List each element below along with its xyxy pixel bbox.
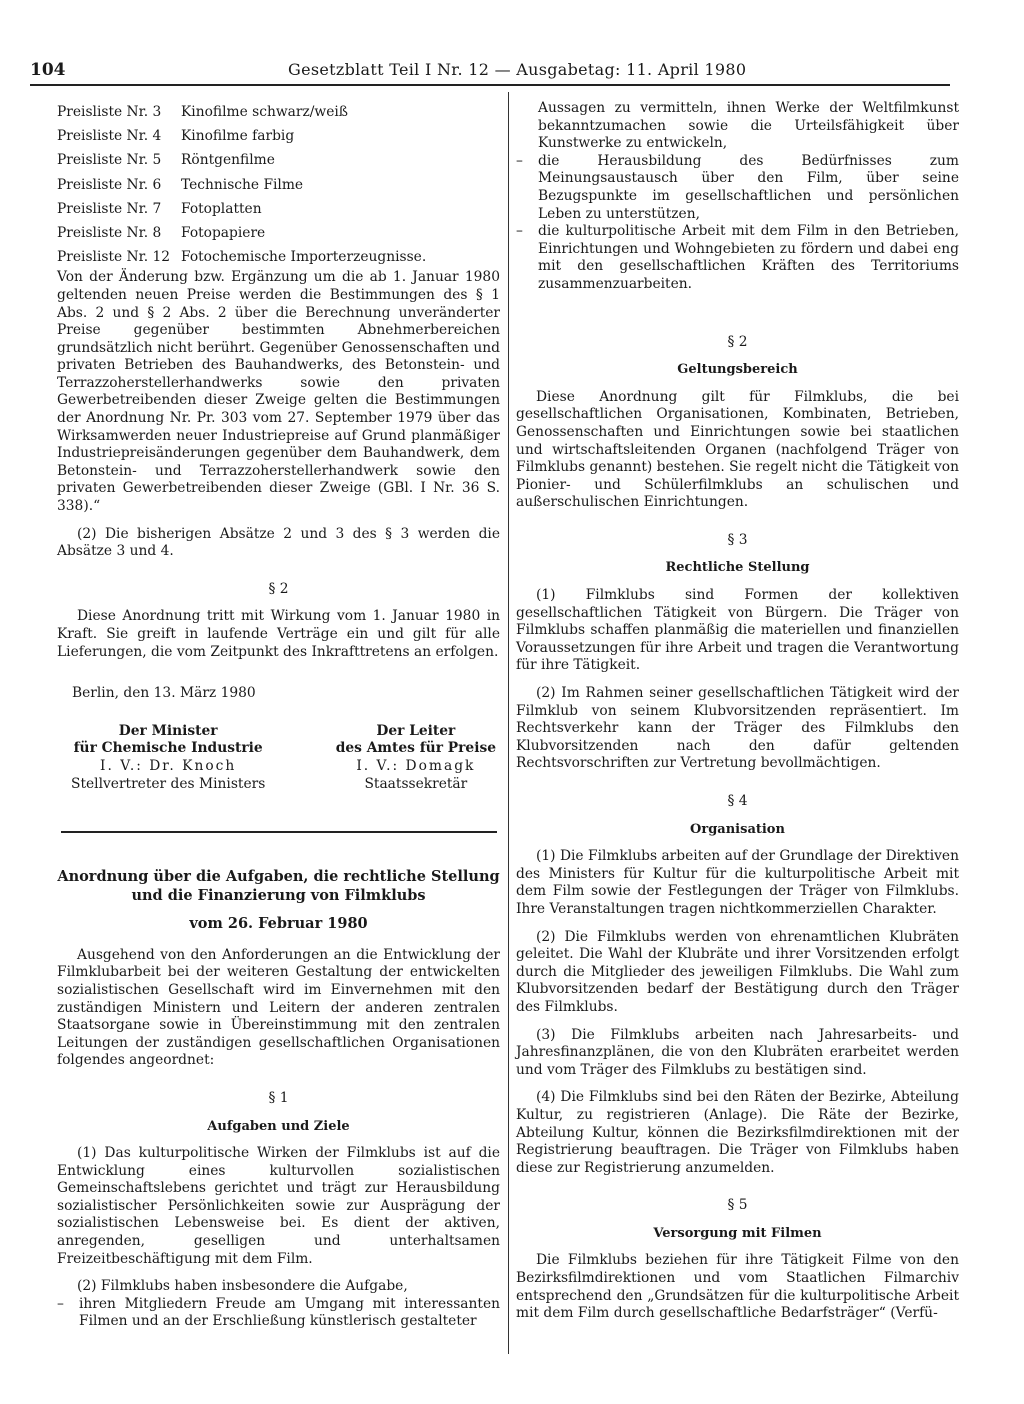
signatory-role: Stellvertreter des Ministers [71,775,266,792]
running-head: Gesetzblatt Teil I Nr. 12 — Ausgabetag: 11. April 1980 [288,60,747,79]
dash-marker: – [516,152,523,169]
section-heading: § 3 [727,531,748,548]
paragraph: (4) Die Filmklubs sind bei den Räten der Bezirke, Abteilung Kultur, zu registrieren (Anlage). Die Räte der Bezirke, Abteilung Kultur, können die Bezirksfilmdirektionen mit der Registrierung beauftragen. Die Träger von Filmklubs haben diese zur Registrierung anzumelden. [516,1089,959,1176]
paragraph-price-change: Von der Änderung bzw. Ergänzung um die ab 1. Januar 1980 geltenden neuen Preise werden die Bestimmungen des § 1 Abs. 2 und § 2 Abs. 2 über die Berechnung unveränderter Preise gegenüber bestimmten Abnehmerbereichen grundsätzlich nicht berührt. Gegenüber Genossenschaften und privaten Betrieben des Bauhandwerks, des Betonstein- und Terrazzoherstellerhandwerks sowie den privaten Gewerbetreibenden dieser Zweige gelten die Bestimmungen der Anordnung Nr. Pr. 303 vom 27. September 1979 über das Wirksamwerden neuer Industriepreise auf Grund planmäßiger Industriepreisänderungen gegenüber dem Bauhandwerk, dem Betonstein- und Terrazzoherstellerhandwerk sowie den privaten Gewerbetreibenden dieser Zweige (GBl. I Nr. 36 S. 338).“ [57,269,500,515]
list-item-text: die kulturpolitische Arbeit mit dem Film in den Betrieben, Einrichtungen und Wohngebieten zu fördern und dabei eng mit den gesellschaftlichen Kräften des Territoriums zusammenzuarbeiten. [538,223,959,292]
paragraph: (2) Filmklubs haben insbesondere die Aufgabe, [77,1278,408,1295]
list-item-continuation: Aussagen zu vermitteln, ihnen Werke der Weltfilmkunst bekanntzumachen sowie die Urteilsfähigkeit über Kunstwerke zu entwickeln, [538,100,959,152]
price-list-row [57,245,500,269]
column-divider [508,92,509,1354]
page-header [30,60,950,86]
price-list-row [57,173,500,197]
price-list-row [57,197,500,221]
price-list-row [57,148,500,172]
signature-minister [71,723,265,793]
signatory-name: I. V.: Domagk [356,757,476,774]
signatory-name: I. V.: Dr. Knoch [100,757,237,774]
price-list-desc: Fotochemische Importerzeugnisse. [181,249,427,266]
section-heading: § 2 [268,580,289,597]
list-item [516,153,959,223]
price-list-desc: Technische Filme [181,176,304,193]
price-list-row [57,221,500,245]
price-list-row [57,100,500,124]
signature-title: für Chemische Industrie [73,740,263,757]
price-list-desc: Fotopapiere [181,224,266,241]
dash-marker: – [516,223,523,240]
signature-block [57,723,500,793]
section-heading: § 5 [727,1197,748,1214]
decree-date: vom 26. Februar 1980 [189,915,368,933]
paragraph: (1) Filmklubs sind Formen der kollektiven gesellschaftlichen Tätigkeit von Bürgern. Die Träger von Filmklubs schaffen planmäßig die materiellen und finanziellen Voraussetzungen für ihre Arbeit und tragen die Verantwortung für ihre Tätigkeit. [516,587,959,674]
paragraph: (1) Das kulturpolitische Wirken der Filmklubs ist auf die Entwicklung eines kulturvollen sozialistischen Gemeinschaftslebens gerichtet und trägt zur Herausbildung sozialistischer Persönlichkeiten sowie zur Ausprägung der sozialistischen Lebensweise bei. Es dient der aktiven, anregenden, geselligen und unterhaltsamen Freizeitbeschäftigung mit dem Film. [57,1145,500,1267]
horizontal-rule [61,831,497,833]
place-date: Berlin, den 13. März 1980 [72,685,256,702]
price-list-desc: Kinofilme schwarz/weiß [181,104,349,120]
section-title: Versorgung mit Filmen [653,1225,822,1241]
price-list-label: Preisliste Nr. 8 [57,224,162,241]
section-heading: § 1 [268,1089,289,1106]
paragraph: (2) Im Rahmen seiner gesellschaftlichen Tätigkeit wird der Filmklub von seinem Klubvorsitzenden repräsentiert. Im Rechtsverkehr kann der Träger des Filmklubs den Klubvorsitzenden nach den dafür geltenden Rechtsvorschriften zur Vertretung bevollmächtigen. [516,685,959,772]
section-heading: § 2 [727,333,748,350]
price-list-label: Preisliste Nr. 12 [57,249,171,266]
paragraph: (3) Die Filmklubs arbeiten nach Jahresarbeits- und Jahresfinanzplänen, die von den Klubräten erarbeitet werden und vom Träger des Filmklubs zu bestätigen sind. [516,1026,959,1078]
price-list-desc: Röntgenfilme [181,152,275,169]
list-item [516,223,959,293]
list-item-text: die Herausbildung des Bedürfnisses zum Meinungsaustausch über den Film, über seine Bezugspunkte im gesellschaftlichen und persönlichen Leben zu unterstützen, [538,152,959,222]
preamble: Ausgehend von den Anforderungen an die Entwicklung der Filmklubarbeit bei der weiteren Gestaltung der entwickelten sozialistischen Gesellschaft wird im Einvernehmen mit den zuständigen Ministern und Leitern der anderen zentralen Staatsorgane sowie in Übereinstimmung mit den zentralen Leitungen der zuständigen gesellschaftlichen Organisationen folgendes angeordnet: [57,946,500,1069]
decree-title: Anordnung über die Aufgaben, die rechtliche Stellung und die Finanzierung von Filmklubs [57,868,500,905]
price-list-label: Preisliste Nr. 6 [57,176,162,193]
signature-title: des Amtes für Preise [335,740,496,757]
paragraph: (2) Die Filmklubs werden von ehrenamtlichen Klubräten geleitet. Die Wahl der Klubräte und ihrer Vorsitzenden erfolgt durch die Mitglieder des jeweiligen Filmklubs. Die Wahl zum Klubvorsitzenden bedarf der Bestätigung durch den Träger des Filmklubs. [516,928,959,1015]
price-list-label: Preisliste Nr. 7 [57,200,162,217]
paragraph: Diese Anordnung gilt für Filmklubs, die bei gesellschaftlichen Organisationen, Kombinaten, Betrieben, Genossenschaften und Einrichtungen sowie bei staatlichen und wirtschaftsleitenden Organen (nachfolgend Träger von Filmklubs genannt) bestehen. Sie regelt nicht die Tätigkeit von Pionier- und Schülerfilmklubs an schulischen und außerschulischen Einrichtungen. [516,388,959,511]
signature-price-office [336,723,496,793]
signatory-role: Staatssekretär [364,775,468,792]
list-item-text: ihren Mitgliedern Freude am Umgang mit interessanten Filmen und an der Erschließung künstlerisch gestalteter [79,1295,500,1330]
section-heading: § 4 [727,793,748,809]
price-list-desc: Kinofilme farbig [181,128,295,145]
signature-title: Der Leiter [376,722,456,739]
price-list-label: Preisliste Nr. 4 [57,128,162,145]
signature-title: Der Minister [118,722,218,739]
price-list-row [57,124,500,148]
price-list-label: Preisliste Nr. 3 [57,104,162,120]
paragraph: Die Filmklubs beziehen für ihre Tätigkeit Filme von den Bezirksfilmdirektionen und vom Staatlichen Filmarchiv entsprechend den „Grundsätzen für die kulturpolitische Arbeit mit dem Film durch gesellschaftliche Bedarfsträger“ (Verfü- [516,1252,959,1322]
paragraph: (1) Die Filmklubs arbeiten auf der Grundlage der Direktiven des Ministers für Kultur für die kulturpolitische Arbeit mit dem Film sowie der Festlegungen der Träger von Filmklubs. Ihre Veranstaltungen tragen nichtkommerziellen Charakter. [516,848,959,917]
price-list-label: Preisliste Nr. 5 [57,152,162,169]
section-title: Rechtliche Stellung [665,560,810,576]
paragraph-effective-date: Diese Anordnung tritt mit Wirkung vom 1. Januar 1980 in Kraft. Sie greift in laufende Verträge ein und gilt für alle Lieferungen, die vom Zeitpunkt des Inkrafttretens an erfolgen. [57,608,500,660]
section-title: Organisation [690,821,785,837]
right-column [516,100,959,1323]
paragraph-renumbering: (2) Die bisherigen Absätze 2 und 3 des § 3 werden die Absätze 3 und 4. [57,525,500,560]
price-list-table [57,100,500,269]
dash-marker: – [57,1295,64,1312]
list-item [57,1296,500,1331]
section-title: Aufgaben und Ziele [207,1118,350,1134]
page-number: 104 [30,60,66,80]
section-title: Geltungsbereich [677,362,798,378]
left-column [57,100,500,1331]
price-list-desc: Fotoplatten [181,200,262,217]
